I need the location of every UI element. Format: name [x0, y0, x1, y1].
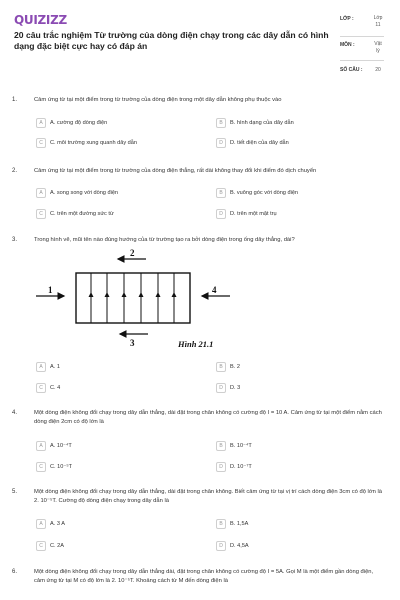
arrow-1-label: 1	[48, 285, 53, 295]
option-text: D. 3	[230, 385, 241, 391]
meta-divider	[340, 36, 384, 37]
option-letter: B	[216, 118, 226, 128]
option-letter: B	[216, 188, 226, 198]
option-text: A. song song với dòng điện	[50, 190, 119, 196]
option-text: C. trên một đường sức từ	[50, 211, 114, 217]
option-text: C. môi trường xung quanh dây dẫn	[50, 140, 138, 146]
question-text: Trong hình vẽ, mũi tên nào đúng hướng của từ trường tạo ra bởi dòng điện trong ống dây thẳng, dài?	[34, 237, 295, 243]
option-letter: B	[216, 362, 226, 372]
question-number: 2.	[12, 168, 18, 174]
option-letter: A	[36, 441, 46, 451]
question-number: 3.	[12, 237, 18, 243]
question-text: Một dòng điện không đổi chạy trong dây dẫn thẳng dài, đặt trong chân không có cường độ I = 5A. Gọi M là một điểm gần dòng điện, cảm ứng từ tại M có độ lớn là 2. 10⁻⁵T. Khoảng cách từ M đến dòng điện là	[34, 569, 374, 584]
option-letter: A	[36, 362, 46, 372]
question-number: 1.	[12, 97, 18, 103]
class-label: LỚP :	[340, 16, 354, 22]
option-text: D. 10⁻⁷T	[230, 464, 252, 470]
question-count-value: 20	[375, 67, 381, 73]
option-text: A. 3 A	[50, 521, 65, 527]
option-text: B. 2	[230, 364, 240, 370]
option-letter: D	[216, 462, 226, 472]
option-letter: C	[36, 462, 46, 472]
option-text: D. trên một mặt trụ	[230, 211, 277, 217]
option-text: B. vuông góc với dòng điện	[230, 190, 299, 196]
option-text: D. tiết diện của dây dẫn	[230, 140, 289, 146]
meta-divider	[340, 60, 384, 61]
option-letter: B	[216, 519, 226, 529]
class-value: Lớp 11	[373, 15, 383, 28]
option-letter: C	[36, 138, 46, 148]
option-letter: A	[36, 519, 46, 529]
solenoid-figure	[34, 246, 234, 352]
current-arrows	[89, 292, 177, 297]
page-title: 20 câu trắc nghiệm Từ trường của dòng điện chạy trong các dây dẫn có hình dạng đặc biệt cực hay có đáp án	[14, 30, 329, 51]
option-text: C. 2A	[50, 543, 64, 549]
question-text: Cảm ứng từ tại một điểm trong từ trường của dòng điện thẳng, rất dài không thay đổi khi điểm đó dịch chuyển	[34, 168, 317, 174]
solenoid-body	[76, 273, 190, 323]
option-letter: D	[216, 209, 226, 219]
question-number: 4.	[12, 410, 18, 416]
option-text: B. hình dạng của dây dẫn	[230, 120, 294, 126]
option-text: D. 4,5A	[230, 543, 249, 549]
solenoid-turns	[91, 273, 174, 323]
option-text: B. 10⁻⁴T	[230, 443, 252, 449]
subject-label: MÔN :	[340, 42, 355, 48]
question-count-label: SỐ CÂU :	[340, 67, 363, 73]
quizizz-logo: QUIZIZZ	[14, 13, 67, 27]
question-text: Một dòng điện không đổi chạy trong dây dẫn thẳng, dài đặt trong chân không có cường độ I = 10 A. Cảm ứng từ tại một điểm nằm cách dòng điện 2cm có độ lớn là	[34, 410, 382, 425]
question-text: Cảm ứng từ tại một điểm trong từ trường của dòng điện trong một dây dẫn không phụ thuộc vào	[34, 97, 282, 103]
option-letter: D	[216, 383, 226, 393]
option-letter: C	[36, 541, 46, 551]
option-text: A. 1	[50, 364, 60, 370]
arrow-2-label: 2	[130, 248, 135, 258]
question-number: 6.	[12, 569, 18, 575]
option-letter: D	[216, 138, 226, 148]
option-letter: C	[36, 383, 46, 393]
option-letter: A	[36, 118, 46, 128]
figure-caption: Hình 21.1	[178, 339, 214, 349]
option-letter: D	[216, 541, 226, 551]
option-letter: B	[216, 441, 226, 451]
solenoid-diagram	[34, 246, 234, 352]
question-number: 5.	[12, 489, 18, 495]
subject-value: Vật lý	[374, 41, 382, 54]
option-text: C. 4	[50, 385, 61, 391]
option-text: A. cường độ dòng điện	[50, 120, 108, 126]
arrow-4-label: 4	[212, 285, 217, 295]
page-header	[0, 0, 400, 82]
arrow-3-label: 3	[130, 338, 135, 348]
option-text: B. 1,5A	[230, 521, 249, 527]
option-text: A. 10⁻⁴T	[50, 443, 72, 449]
question-text: Một dòng điện không đổi chạy trong dây dẫn thẳng, dài đặt trong chân không. Biết cảm ứng từ tại vị trí cách dòng điện 3cm có độ lớn là 2. 10⁻⁵T. Cường độ dòng điện chạy trong dây dẫn là	[34, 489, 382, 504]
option-letter: C	[36, 209, 46, 219]
option-text: C. 10⁻⁵T	[50, 464, 73, 470]
option-letter: A	[36, 188, 46, 198]
